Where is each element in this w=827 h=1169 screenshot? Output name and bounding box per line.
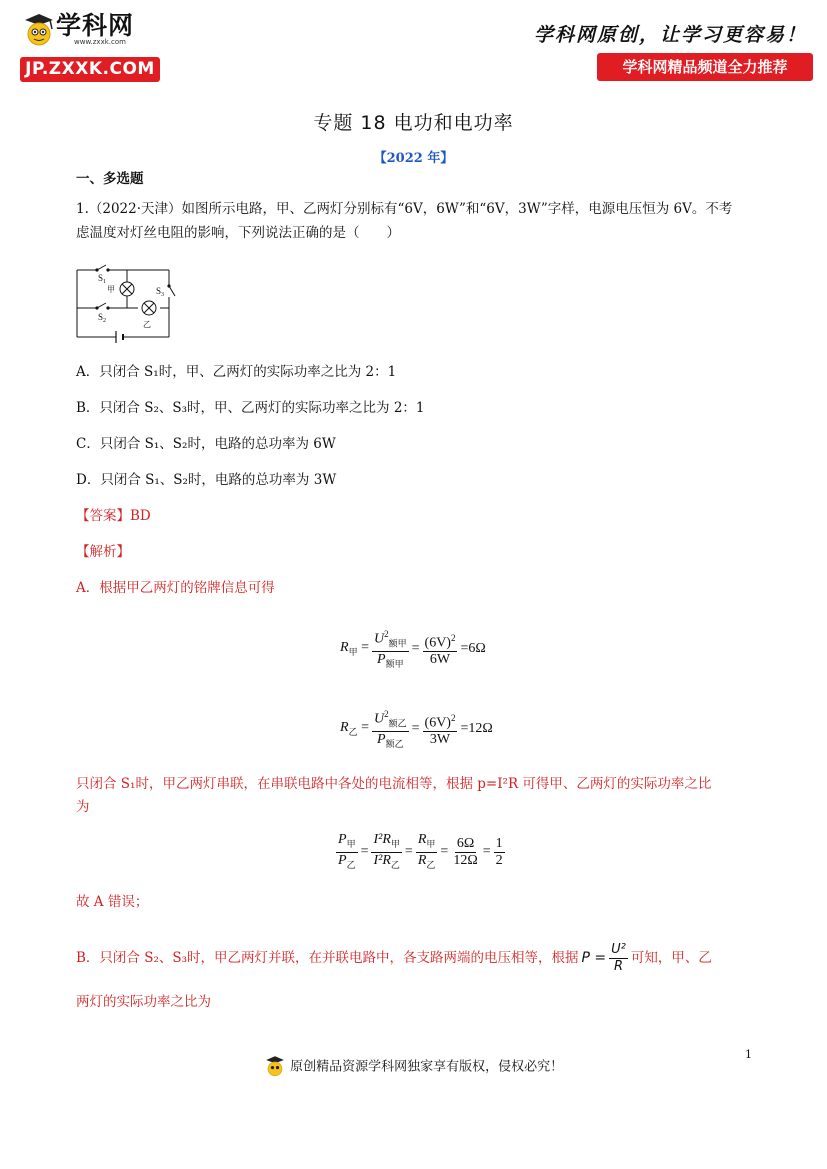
analysis-a-conclusion: 故 A 错误； — [76, 894, 149, 910]
option-d[interactable]: D．只闭合 S₁、S₂时，电路的总功率为 3W — [76, 472, 337, 488]
lamp-a-icon — [120, 282, 134, 296]
option-a[interactable]: A．只闭合 S₁时，甲、乙两灯的实际功率之比为 2：1 — [76, 364, 397, 380]
year-heading: 【2022 年】 — [373, 151, 454, 166]
analysis-a-intro: A．根据甲乙两灯的铭牌信息可得 — [76, 580, 275, 596]
option-c[interactable]: C．只闭合 S₁、S₂时，电路的总功率为 6W — [76, 436, 336, 452]
switch-s3-label: $S_3$ — [156, 286, 165, 298]
logo — [22, 12, 134, 50]
option-b[interactable]: B．只闭合 S₂、S₃时，甲、乙两灯的实际功率之比为 2：1 — [76, 400, 425, 416]
equation-r-a: $R_甲$ = $\frac{U^2_{额甲}}{P_{额甲}}$ = $\frac{(6V)^2}{6W}$ =6Ω — [340, 626, 486, 672]
page-number: 1 — [745, 1048, 752, 1061]
footer — [0, 1055, 827, 1079]
switch-s1-label: $S_1$ — [98, 273, 107, 285]
copyright-text: 原创精品资源学科网独家享有版权，侵权必究！ — [290, 1059, 564, 1075]
mascot-icon — [264, 1055, 286, 1079]
switch-s2-label: $S_2$ — [98, 312, 107, 324]
section-heading: 一、多选题 — [76, 171, 144, 187]
answer: 【答案】BD — [76, 508, 151, 524]
lamp-b-icon — [142, 301, 156, 315]
circuit-diagram — [70, 260, 185, 345]
analysis-b-line-2: 两灯的实际功率之比为 — [76, 994, 211, 1010]
question-line-2: 虑温度对灯丝电阻的影响，下列说法正确的是（ ） — [76, 225, 400, 241]
equation-power-ratio: $\frac{P_甲}{P_乙}$ = $\frac{I^2R_甲}{I^2R_乙}$ = $\frac{R_甲}{R_乙}$ = $\frac{6\Omega}{12\Omega}$ = $\frac{1}{2}$ — [338, 832, 503, 870]
logo-name: 学科网 — [56, 11, 135, 40]
logo-url-badge[interactable]: JP.ZXXK.COM — [20, 57, 160, 82]
mascot-icon — [22, 12, 56, 50]
equation-r-b: $R_乙$ = $\frac{U^2_{额乙}}{P_{额乙}}$ = $\frac{(6V)^2}{3W}$ =12Ω — [340, 706, 493, 752]
lamp-b-label: 乙 — [143, 320, 151, 329]
series-text-line-2: 为 — [76, 799, 90, 815]
question-line-1: 1.（2022·天津）如图所示电路，甲、乙两灯分别标有“6V，6W”和“6V，3W”字样，电源电压恒为 6V。不考 — [76, 201, 733, 217]
lamp-a-label: 甲 — [107, 285, 115, 294]
analysis-label: 【解析】 — [76, 544, 130, 560]
analysis-b-line-1: B．只闭合 S₂、S₃时，甲乙两灯并联，在并联电路中，各支路两端的电压相等，根据 P = $\frac{\text{U²}}{R}$ 可知，甲、乙 — [76, 941, 712, 974]
page-title: 专题 18 电功和电功率 — [313, 112, 514, 134]
series-text-line-1: 只闭合 S₁时，甲乙两灯串联，在串联电路中各处的电流相等，根据 p=I²R 可得甲、乙两灯的实际功率之比 — [76, 776, 712, 792]
promo-banner[interactable]: 学科网精品频道全力推荐 — [597, 53, 813, 81]
slogan: 学科网原创，让学习更容易！ — [533, 24, 807, 46]
logo-site: www.zxxk.com — [74, 38, 126, 46]
